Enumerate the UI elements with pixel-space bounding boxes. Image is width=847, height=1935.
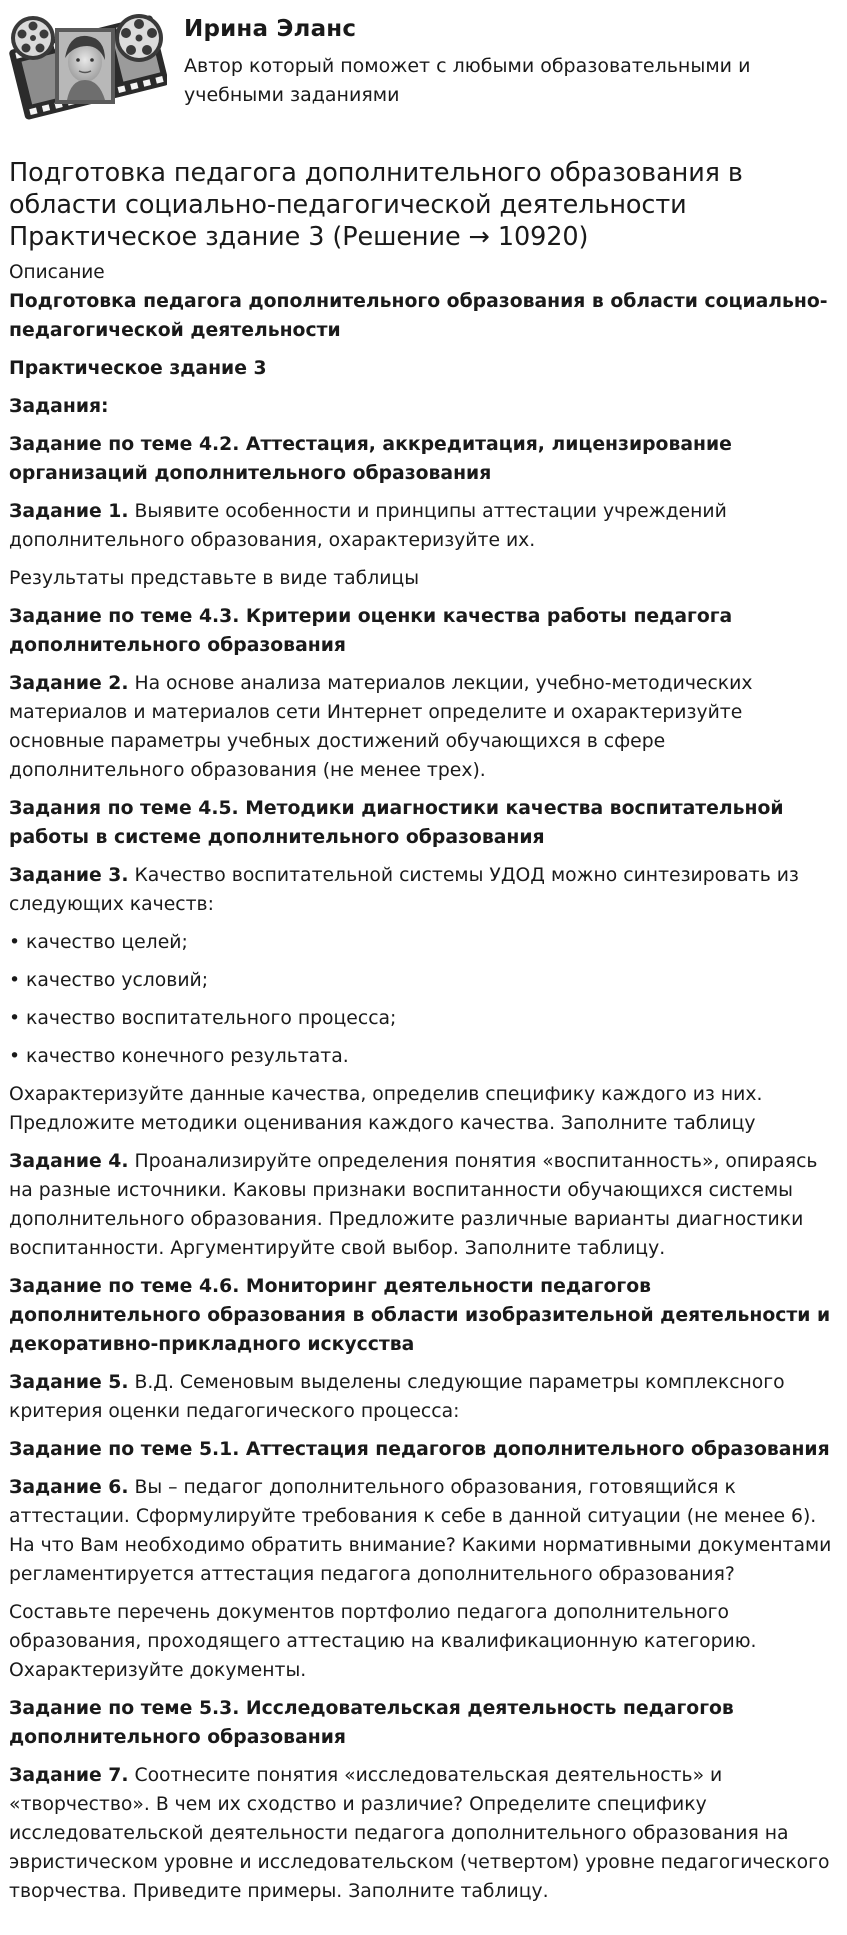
topic-4-5: Задания по теме 4.5. Методики диагностики качества воспитательной работы в системе дополнительного образования <box>9 798 784 848</box>
author-info <box>184 8 804 110</box>
content-heading <box>9 392 838 421</box>
task-4-label: Задание 4. <box>9 1151 129 1172</box>
topic-5-1: Задание по теме 5.1. Аттестация педагогов дополнительного образования <box>9 1439 830 1460</box>
task-6-text: Вы – педагог дополнительного образования, готовящийся к аттестации. Сформулируйте требования к себе в данной ситуации (не менее 6). На что Вам необходимо обратить внимание? Какими нормативными документами регламентируется аттестация педагога дополнительного образования? <box>9 1477 832 1585</box>
topic-heading <box>9 1694 838 1752</box>
film-reel-portrait-icon <box>7 8 167 126</box>
task-2-text: На основе анализа материалов лекции, учебно-методических материалов и материалов сети Интернет определите и охарактеризуйте основные параметры учебных достижений обучающихся в сфере дополнительного образования (не менее трех). <box>9 673 753 781</box>
task-paragraph <box>9 1761 838 1906</box>
topic-heading <box>9 602 838 660</box>
description-label: Описание <box>9 262 105 283</box>
task-paragraph <box>9 861 838 919</box>
task-paragraph <box>9 669 838 785</box>
content-heading <box>9 354 838 383</box>
heading-course: Подготовка педагога дополнительного образования в области социально-педагогической деятельности <box>9 291 828 341</box>
topic-5-3: Задание по теме 5.3. Исследовательская деятельность педагогов дополнительного образования <box>9 1698 734 1748</box>
topic-4-2: Задание по теме 4.2. Аттестация, аккредитация, лицензирование организаций дополнительного образования <box>9 434 732 484</box>
task-3-label: Задание 3. <box>9 865 129 886</box>
topic-heading <box>9 1272 838 1359</box>
task-5-label: Задание 5. <box>9 1372 129 1393</box>
topic-4-3: Задание по теме 4.3. Критерии оценки качества работы педагога дополнительного образования <box>9 606 733 656</box>
author-name[interactable]: Ирина Эланс <box>184 16 357 42</box>
list-item: • качество целей; <box>9 932 188 953</box>
author-block <box>9 8 838 130</box>
list-item: • качество конечного результата. <box>9 1046 349 1067</box>
topic-4-6: Задание по теме 4.6. Мониторинг деятельности педагогов дополнительного образования в области изобразительной деятельности и декоративно-прикладного искусства <box>9 1276 831 1355</box>
description-content <box>9 287 838 1906</box>
task-3-note: Охарактеризуйте данные качества, определив специфику каждого из них. Предложите методики оценивания каждого качества. Заполните таблицу <box>9 1084 763 1134</box>
task-1-note: Результаты представьте в виде таблицы <box>9 568 420 589</box>
task-7-label: Задание 7. <box>9 1765 129 1786</box>
task-6-note: Составьте перечень документов портфолио педагога дополнительного образования, проходящего аттестацию на квалификационную категорию. Охарактеризуйте документы. <box>9 1602 757 1681</box>
topic-heading <box>9 794 838 852</box>
task-6-label: Задание 6. <box>9 1477 129 1498</box>
author-description: Автор который поможет с любыми образовательными и учебными заданиями <box>184 55 751 106</box>
list-item: • качество воспитательного процесса; <box>9 1008 397 1029</box>
task-3-text: Качество воспитательной системы УДОД можно синтезировать из следующих качеств: <box>9 865 799 915</box>
task-5-text: В.Д. Семеновым выделены следующие параметры комплексного критерия оценки педагогического процесса: <box>9 1372 785 1422</box>
heading-tasks: Задания: <box>9 396 109 417</box>
task-paragraph <box>9 1147 838 1263</box>
task-1-label: Задание 1. <box>9 501 129 522</box>
task-paragraph <box>9 497 838 555</box>
heading-practical-task: Практическое здание 3 <box>9 358 267 379</box>
content-heading <box>9 287 838 345</box>
task-paragraph <box>9 1368 838 1426</box>
topic-heading <box>9 1435 838 1464</box>
task-4-text: Проанализируйте определения понятия «воспитанность», опираясь на разные источники. Каковы признаки воспитанности обучающихся системы дополнительного образования. Предложите различные варианты диагностики воспитанности. Аргументируйте свой выбор. Заполните таблицу. <box>9 1151 818 1259</box>
task-paragraph <box>9 1473 838 1589</box>
list-item: • качество условий; <box>9 970 209 991</box>
topic-heading <box>9 430 838 488</box>
task-7-text: Соотнесите понятия «исследовательская деятельность» и «творчество». В чем их сходство и различие? Определите специфику исследовательской деятельности педагога дополнительного образования на эвристическом уровне и исследовательском (четвертом) уровне педагогического творчества. Приведите примеры. Заполните таблицу. <box>9 1765 830 1902</box>
page-title: Подготовка педагога дополнительного образования в области социально-педагогической деятельности Практическое здание 3 (Решение → 10920) <box>9 158 743 252</box>
task-1-text: Выявите особенности и принципы аттестации учреждений дополнительного образования, охарактеризуйте их. <box>9 501 727 551</box>
task-2-label: Задание 2. <box>9 673 129 694</box>
